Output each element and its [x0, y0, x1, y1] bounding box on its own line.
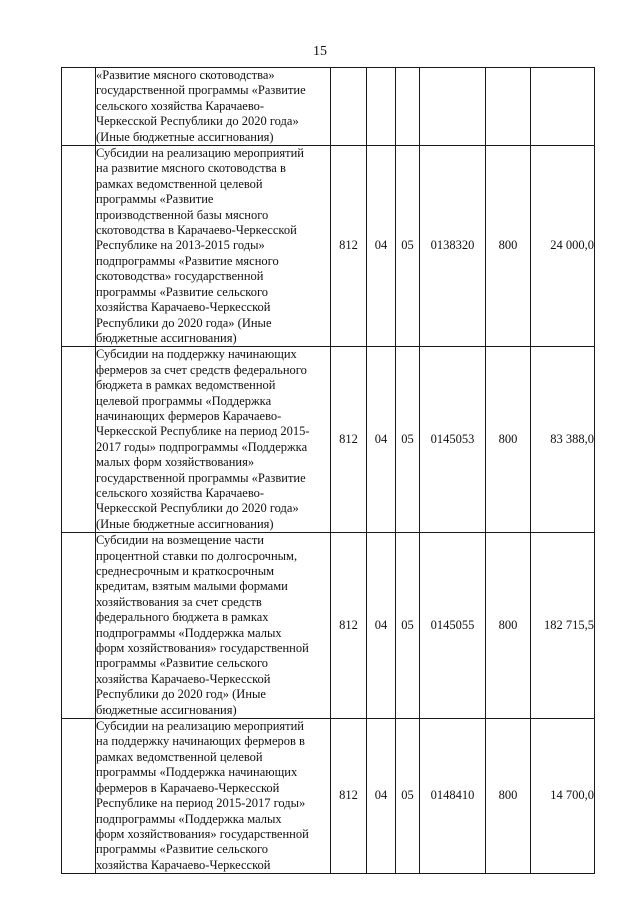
row-subsection-code: 05: [396, 347, 420, 533]
row-target-article: 0148410: [420, 719, 486, 874]
row-target-article: 0145055: [420, 533, 486, 719]
row-ministry-code: [331, 68, 367, 146]
row-subsection-code: 05: [396, 719, 420, 874]
row-expense-type: [486, 68, 531, 146]
row-section-code: 04: [367, 347, 396, 533]
page-number: 15: [313, 44, 327, 59]
row-description: Субсидии на реализацию мероприятий на поддержку начинающих фермеров в рамках ведомственной целевой программы «Поддержка начинающих фермеров в Карачаево-Черкесской Республике на период 2015-2017 годы» подпрограммы «Поддержка малых форм хозяйствования» государственной программы «Развитие сельского хозяйства Карачаево-Черкесской: [96, 719, 331, 874]
row-section-code: 04: [367, 719, 396, 874]
row-section-code: 04: [367, 146, 396, 347]
table-row: [62, 533, 595, 719]
row-amount: [531, 68, 595, 146]
row-target-article: [420, 68, 486, 146]
row-description: Субсидии на возмещение части процентной ставки по долгосрочным, среднесрочным и краткосрочным кредитам, взятым малыми формами хозяйствования за счет средств федерального бюджета в рамках подпрограммы «Поддержка малых форм хозяйствования» государственной программы «Развитие сельского хозяйства Карачаево-Черкесской Республики до 2020 год» (Иные бюджетные ассигнования): [96, 533, 331, 719]
row-target-article: 0138320: [420, 146, 486, 347]
budget-table: [61, 67, 595, 874]
row-ministry-code: 812: [331, 347, 367, 533]
row-amount: 83 388,0: [531, 347, 595, 533]
row-subsection-code: 05: [396, 533, 420, 719]
row-blank-cell: [62, 719, 96, 874]
row-description: Субсидии на реализацию мероприятий на развитие мясного скотоводства в рамках ведомственной целевой программы «Развитие производственной базы мясного скотоводства в Карачаево-Черкесской Республике на 2013-2015 годы» подпрограммы «Развитие мясного скотоводства» государственной программы «Развитие сельского хозяйства Карачаево-Черкесской Республики до 2020 года» (Иные бюджетные ассигнования): [96, 146, 331, 347]
row-ministry-code: 812: [331, 533, 367, 719]
table-row: [62, 719, 595, 874]
row-expense-type: 800: [486, 533, 531, 719]
row-description: «Развитие мясного скотоводства» государственной программы «Развитие сельского хозяйства Карачаево- Черкесской Республики до 2020 года» (Иные бюджетные ассигнования): [96, 68, 331, 146]
row-ministry-code: 812: [331, 146, 367, 347]
row-blank-cell: [62, 533, 96, 719]
row-subsection-code: [396, 68, 420, 146]
row-blank-cell: [62, 347, 96, 533]
row-section-code: 04: [367, 533, 396, 719]
row-section-code: [367, 68, 396, 146]
row-expense-type: 800: [486, 719, 531, 874]
row-target-article: 0145053: [420, 347, 486, 533]
row-subsection-code: 05: [396, 146, 420, 347]
row-amount: 14 700,0: [531, 719, 595, 874]
row-amount: 24 000,0: [531, 146, 595, 347]
table-row: [62, 347, 595, 533]
row-amount: 182 715,5: [531, 533, 595, 719]
row-expense-type: 800: [486, 347, 531, 533]
row-blank-cell: [62, 68, 96, 146]
row-blank-cell: [62, 146, 96, 347]
table-row: [62, 68, 595, 146]
table-row: [62, 146, 595, 347]
row-ministry-code: 812: [331, 719, 367, 874]
row-expense-type: 800: [486, 146, 531, 347]
row-description: Субсидии на поддержку начинающих фермеров за счет средств федерального бюджета в рамках ведомственной целевой программы «Поддержка начинающих фермеров Карачаево- Черкесской Республике на период 2015- 2017 годы» подпрограммы «Поддержка малых форм хозяйствования» государственной программы «Развитие сельского хозяйства Карачаево- Черкесской Республики до 2020 года» (Иные бюджетные ассигнования): [96, 347, 331, 533]
